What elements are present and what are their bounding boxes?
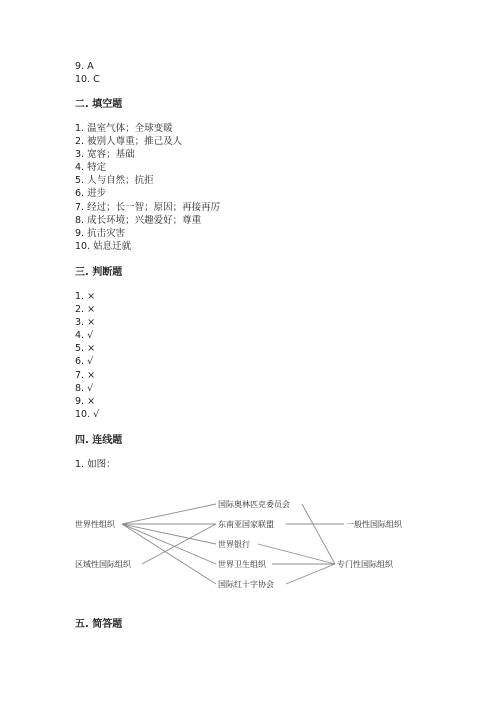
list-item: 5. 人与自然；抗拒	[75, 175, 154, 187]
list-item: 2. ×	[75, 304, 96, 316]
right-node-general-org: 一般性国际组织	[346, 520, 402, 529]
connector-line	[258, 544, 335, 564]
section-judgment-title: 三. 判断题	[75, 267, 123, 278]
list-item: 7. ×	[75, 369, 96, 381]
left-node-global-org: 世界性组织	[75, 520, 115, 529]
list-item: 10. 姑息迁就	[75, 240, 132, 252]
connector-line	[302, 504, 335, 564]
matching-intro: 1. 如图：	[75, 459, 116, 470]
list-item: 1. 温室气体；全球变暖	[75, 123, 173, 134]
connector-line	[122, 524, 216, 564]
connector-line	[122, 524, 216, 544]
middle-node-who: 世界卫生组织	[218, 560, 266, 569]
section-short-answer-title: 五. 简答题	[75, 619, 123, 630]
choice-answer-9: 9. A	[75, 61, 94, 72]
list-item: 3. 宽容；基础	[75, 149, 135, 161]
middle-node-asean: 东南亚国家联盟	[218, 520, 274, 529]
list-item: 4. √	[75, 330, 94, 342]
list-item: 6. √	[75, 356, 94, 368]
connector-line	[286, 564, 335, 584]
list-item: 2. 被别人尊重；推己及人	[75, 136, 183, 148]
section-fill-blank-title: 二. 填空题	[75, 99, 123, 110]
list-item: 6. 进步	[75, 188, 107, 200]
list-item: 1. ×	[75, 291, 96, 302]
list-item: 10. √	[75, 408, 100, 420]
middle-node-red-cross: 国际红十字协会	[218, 580, 274, 589]
middle-node-world-bank: 世界银行	[218, 540, 250, 549]
section-matching-title: 四. 连线题	[75, 435, 123, 446]
list-item: 8. 成长环境；兴趣爱好；尊重	[75, 214, 202, 226]
list-item: 7. 经过；长一智；原因；再接再厉	[75, 201, 221, 213]
list-item: 9. ×	[75, 395, 96, 407]
list-item: 8. √	[75, 382, 94, 394]
list-item: 5. ×	[75, 343, 96, 355]
left-node-regional-org: 区域性国际组织	[75, 560, 131, 569]
list-item: 3. ×	[75, 317, 96, 329]
connector-line	[122, 504, 216, 524]
list-item: 4. 特定	[75, 162, 107, 174]
choice-answer-10: 10. C	[75, 74, 100, 85]
right-node-specialized-org: 专门性国际组织	[337, 560, 393, 569]
middle-node-ioc: 国际奥林匹克委员会	[218, 500, 290, 509]
connector-line	[122, 524, 216, 584]
list-item: 9. 抗击灾害	[75, 227, 126, 239]
